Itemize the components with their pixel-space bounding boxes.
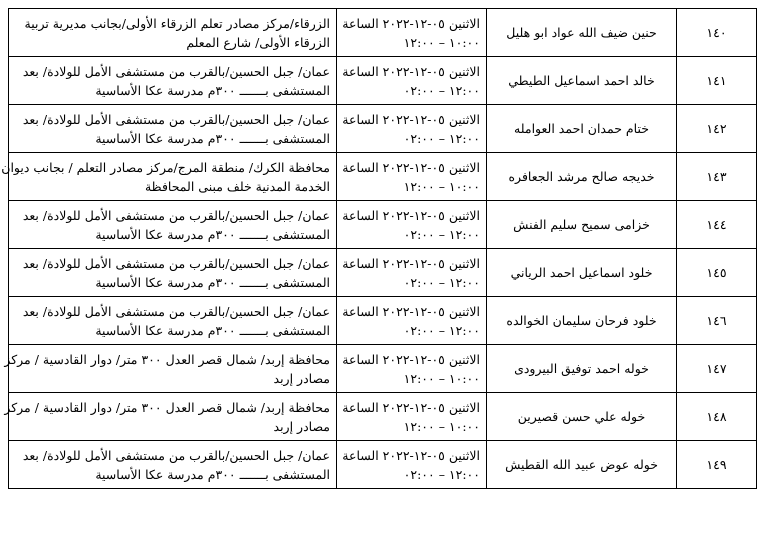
exam-time: ١٠:٠٠ – ١٢:٠٠ (403, 418, 480, 434)
exam-date-cell (337, 441, 487, 489)
location-line-1: محافظة إربد/ شمال قصر العدل ٣٠٠ متر/ دوار القادسية / مركز (4, 351, 330, 367)
exam-date: الاثنين ٠٥-١٢-٢٠٢٢ الساعة (342, 447, 480, 463)
location-line-1: محافظة الكرك/ منطقة المرج/مركز مصادر التعلم / بجانب ديوان (1, 159, 330, 175)
exam-time: ١٢:٠٠ – ٠٢:٠٠ (403, 130, 480, 146)
location-line-2: المستشفى بـــــــ ٣٠٠م مدرسة عكا الأساسية (95, 130, 330, 146)
location-line-2: مصادر إربد (273, 370, 330, 386)
candidate-name: خالد احمد اسماعيل الطيطي (487, 57, 677, 105)
row-number: ١٤١ (677, 57, 757, 105)
exam-date: الاثنين ٠٥-١٢-٢٠٢٢ الساعة (342, 255, 480, 271)
exam-location-cell (4, 393, 337, 441)
location-line-2: الزرقاء الأولى/ شارع المعلم (186, 34, 330, 50)
exam-time: ١٢:٠٠ – ٠٢:٠٠ (403, 82, 480, 98)
table-row (9, 57, 757, 105)
row-number: ١٤٩ (677, 441, 757, 489)
schedule-body (1, 9, 757, 489)
exam-time: ١٢:٠٠ – ٠٢:٠٠ (403, 322, 480, 338)
location-line-1: محافظة إربد/ شمال قصر العدل ٣٠٠ متر/ دوار القادسية / مركز (4, 399, 330, 415)
row-number: ١٤٥ (677, 249, 757, 297)
location-line-1: عمان/ جبل الحسين/بالقرب من مستشفى الأمل للولادة/ بعد (22, 255, 330, 271)
location-line-1: الزرقاء/مركز مصادر تعلم الزرقاء الأولى/بجانب مديرية تربية (24, 15, 330, 31)
exam-time: ١٢:٠٠ – ٠٢:٠٠ (403, 274, 480, 290)
candidate-name: خديجه صالح مرشد الجعافره (487, 153, 677, 201)
exam-date-cell (337, 9, 487, 57)
exam-date-cell (337, 201, 487, 249)
location-line-2: المستشفى بـــــــ ٣٠٠م مدرسة عكا الأساسية (95, 322, 330, 338)
exam-time: ١٠:٠٠ – ١٢:٠٠ (403, 370, 480, 386)
exam-date-cell (337, 57, 487, 105)
row-number: ١٤٦ (677, 297, 757, 345)
exam-location-cell (9, 57, 337, 105)
location-line-2: المستشفى بـــــــ ٣٠٠م مدرسة عكا الأساسية (95, 226, 330, 242)
location-line-1: عمان/ جبل الحسين/بالقرب من مستشفى الأمل للولادة/ بعد (22, 207, 330, 223)
location-line-2: المستشفى بـــــــ ٣٠٠م مدرسة عكا الأساسية (95, 274, 330, 290)
candidate-name: خلود فرحان سليمان الخوالده (487, 297, 677, 345)
exam-location-cell (9, 297, 337, 345)
row-number: ١٤٠ (677, 9, 757, 57)
exam-time: ١٠:٠٠ – ١٢:٠٠ (403, 178, 480, 194)
exam-date: الاثنين ٠٥-١٢-٢٠٢٢ الساعة (342, 399, 480, 415)
exam-date-cell (337, 105, 487, 153)
exam-location-cell (9, 249, 337, 297)
exam-date: الاثنين ٠٥-١٢-٢٠٢٢ الساعة (342, 351, 480, 367)
exam-date: الاثنين ٠٥-١٢-٢٠٢٢ الساعة (342, 63, 480, 79)
exam-location-cell (9, 441, 337, 489)
table-row (9, 345, 757, 393)
exam-date-cell (337, 393, 487, 441)
candidate-name: حنين ضيف الله عواد ابو هليل (487, 9, 677, 57)
table-row (9, 297, 757, 345)
exam-location-cell (9, 9, 337, 57)
row-number: ١٤٤ (677, 201, 757, 249)
location-line-2: مصادر إربد (273, 418, 330, 434)
exam-date-cell (337, 153, 487, 201)
candidate-name: خوله علي حسن قصيرين (487, 393, 677, 441)
exam-date: الاثنين ٠٥-١٢-٢٠٢٢ الساعة (342, 15, 480, 31)
location-line-1: عمان/ جبل الحسين/بالقرب من مستشفى الأمل للولادة/ بعد (22, 111, 330, 127)
exam-date: الاثنين ٠٥-١٢-٢٠٢٢ الساعة (342, 159, 480, 175)
candidate-name: خوله احمد توفيق البيرودى (487, 345, 677, 393)
exam-time: ١٢:٠٠ – ٠٢:٠٠ (403, 226, 480, 242)
candidate-name: خلود اسماعيل احمد الرياني (487, 249, 677, 297)
table-row (9, 441, 757, 489)
location-line-1: عمان/ جبل الحسين/بالقرب من مستشفى الأمل للولادة/ بعد (22, 303, 330, 319)
table-row (9, 9, 757, 57)
exam-location-cell (1, 153, 337, 201)
table-row (9, 249, 757, 297)
exam-time: ١٢:٠٠ – ٠٢:٠٠ (403, 466, 480, 482)
exam-date: الاثنين ٠٥-١٢-٢٠٢٢ الساعة (342, 303, 480, 319)
row-number: ١٤٨ (677, 393, 757, 441)
exam-location-cell (9, 105, 337, 153)
row-number: ١٤٢ (677, 105, 757, 153)
table-row (9, 201, 757, 249)
location-line-2: الخدمة المدنية خلف مبنى المحافظة (144, 178, 330, 194)
exam-date: الاثنين ٠٥-١٢-٢٠٢٢ الساعة (342, 111, 480, 127)
location-line-1: عمان/ جبل الحسين/بالقرب من مستشفى الأمل للولادة/ بعد (22, 63, 330, 79)
candidate-name: خزامى سميح سليم الفنش (487, 201, 677, 249)
location-line-2: المستشفى بـــــــ ٣٠٠م مدرسة عكا الأساسية (95, 466, 330, 482)
table-row (9, 393, 757, 441)
exam-date-cell (337, 297, 487, 345)
row-number: ١٤٧ (677, 345, 757, 393)
exam-time: ١٠:٠٠ – ١٢:٠٠ (403, 34, 480, 50)
row-number: ١٤٣ (677, 153, 757, 201)
candidate-name: ختام حمدان احمد العوامله (487, 105, 677, 153)
exam-location-cell (9, 201, 337, 249)
exam-date: الاثنين ٠٥-١٢-٢٠٢٢ الساعة (342, 207, 480, 223)
exam-date-cell (337, 345, 487, 393)
location-line-1: عمان/ جبل الحسين/بالقرب من مستشفى الأمل للولادة/ بعد (22, 447, 330, 463)
candidate-name: خوله عوض عبيد الله القطيش (487, 441, 677, 489)
table-row (9, 153, 757, 201)
schedule-table (1, 8, 757, 489)
table-row (9, 105, 757, 153)
exam-location-cell (4, 345, 337, 393)
exam-date-cell (337, 249, 487, 297)
location-line-2: المستشفى بـــــــ ٣٠٠م مدرسة عكا الأساسية (95, 82, 330, 98)
